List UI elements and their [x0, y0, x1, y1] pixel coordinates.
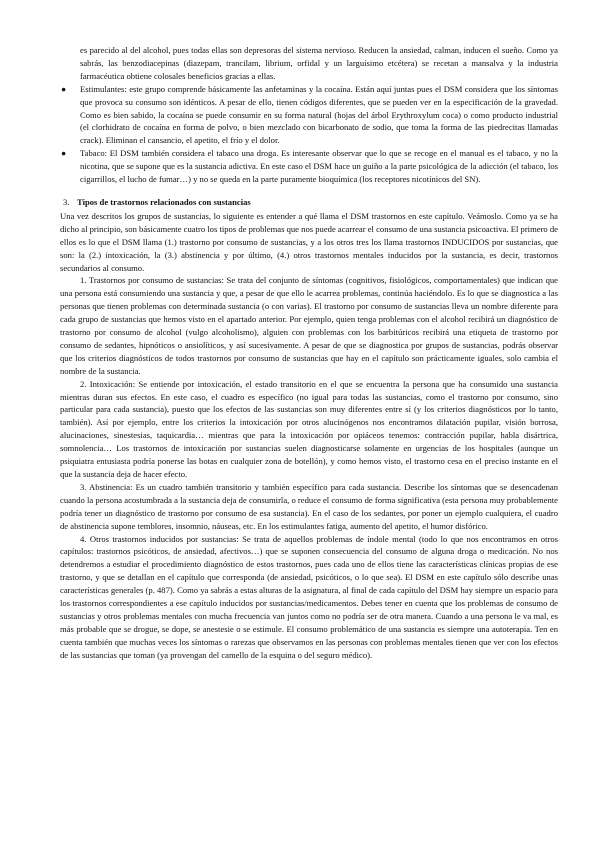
- list-item-stimulants: [60, 83, 558, 148]
- bullet-icon: ●: [61, 83, 67, 94]
- substance-group-list: [60, 83, 558, 186]
- item-withdrawal: 3. Abstinencia: Es un cuadro también transitorio y también específico para cada sustancia. Describe los síntomas que se desencadenan cuando la persona acostumbrada a la sustancia deja de consumirla, o reduce el consumo de forma significativa (esta persona muy probablemente podría tener un diagnóstico de trastorno por consumo de esa sustancia). En el caso de los sedantes, por poner un ejemplo cualquiera, el cuadro de abstinencia supone temblores, insomnio, náuseas, etc. En los estimulantes fatiga, aumento del apetito, el humor disfórico.: [60, 481, 558, 531]
- sedatives-continuation: [60, 44, 558, 83]
- item-intoxication: 2. Intoxicación: Se entiende por intoxicación, el estado transitorio en el que se encuentra la persona que ha consumido una sustancia mientras duran sus efectos. En este caso, el cuadro es específico (no igual para todas las sustancias, como el trastorno por consumo, sino particular para cada sustancia), puesto que los efectos de las sustancias son muy diferentes entre sí (y los criterios diagnósticos por lo tanto, también). Así por ejemplo, entre los criterios la intoxicación por otros alucinógenos nos encontramos dilatación pupilar, visión borrosa, alucinaciones, sinestesias, taquicardia… mientras que para la intoxicación por opiáceos tenemos: contracción pupilar, habla disártrica, somnolencia… Los trastornos de intoxicación por sustancias suelen diagnosticarse solamente en urgencias de los hospitales (aunque un psiquiatra entusiasta podría ponerse las botas en cualquier zona de botellón), y como hemos visto, el trastorno cesa en el preciso instante en el que la sustancia deja de hacer efecto.: [60, 378, 558, 479]
- sedatives-text: es parecido al del alcohol, pues todas ellas son depresoras del sistema nervioso. Reducen la ansiedad, calman, inducen el sueño. Como ya sabrás, las benzodiacepinas (diazepam, trancilam, librium, orfidal y un larguísimo etcétera) se recetan a mansalva y la industria farmacéutica obtiene colosales beneficios gracias a ellas.: [80, 45, 558, 81]
- stimulants-text: Estimulantes: este grupo comprende básicamente las anfetaminas y la cocaína. Están aquí juntas pues el DSM considera que los síntomas que provoca su consumo son idénticos. A pesar de ello, tienen códigos diferentes, que se pueden ver en la especificación de la gravedad. Como es bien sabido, la cocaína se puede consumir en su forma natural (hojas del árbol Erythroxylum coca) o como producto industrial (el clorhidrato de cocaína en forma de polvo, o bien mezclado con bicarbonato de sodio, que toma la forma de las piedrecitas llamadas crack). Eliminan el cansancio, el apetito, el frío y el dolor.: [80, 83, 558, 146]
- item-substance-use-disorder: 1. Trastornos por consumo de sustancias: Se trata del conjunto de síntomas (cognitivos, fisiológicos, comportamentales) que indican que una persona está consumiendo una sustancia y que, a pesar de que ello le acarrea problemas, continúa haciéndolo. Es lo que se diagnostica a las personas que tienen problemas con determinada sustancia (o con varias). El trastorno por consumo de sustancias lleva un nombre diferente para cada grupo de sustancias que hemos visto en el apartado anterior. Por ejemplo, quien tenga problemas con el alcohol recibirá un diagnóstico de trastorno por consumo de alcohol (vulgo alcoholismo), alguien con problemas con los barbitúricos recibirá una etiqueta de trastorno por consumo de sedantes, hipnóticos o ansiolíticos, y así sucesivamente. A pesar de que se diagnostica por grupos de sustancias, podrás observar que los criterios diagnósticos de todos trastornos por consumo de sustancias que hay en el capítulo son prácticamente iguales, solo cambia el nombre de la sustancia.: [60, 275, 558, 376]
- section-intro: Una vez descritos los grupos de sustancias, lo siguiente es entender a qué llama el DSM trastornos en este capítulo. Veámoslo. Como ya se ha dicho al principio, son básicamente cuatro los tipos de problemas que nos puede acarrear el consumo de una sustancia psicoactiva. El primero de ellos es lo que el DSM llama (1.) trastorno por consumo de sustancias, y a los otros tres los llama trastornos INDUCIDOS por sustancias, que son: la (2.) intoxicación, la (3.) abstinencia y por último, (4.) otros trastornos mentales inducidos por la sustancia, es decir, trastornos secundarios al consumo.: [60, 210, 558, 273]
- bullet-icon: ●: [61, 148, 67, 159]
- section-number: 3.: [63, 196, 70, 207]
- section-title: Tipos de trastornos relacionados con sustancias: [77, 196, 251, 207]
- section-heading: [60, 196, 558, 209]
- item-other-induced-disorders: 4. Otros trastornos inducidos por sustancias: Se trata de aquellos problemas de índole mental (todo lo que nos encontramos en otros capítulos: trastornos psicóticos, de ansiedad, afectivos…) que se suponen consecuencia del consumo de alguna droga o medicación. No nos detendremos a estudiar el procedimiento diagnóstico de estos trastornos, pues cada uno de ellos tiene las características clínicas propias de ese trastorno, y que se detallan en el capítulo que corresponda (de ansiedad, psicóticos, o lo que sea). El DSM en este capítulo sólo describe unas características generales (p. 487). Como ya sabrás a estas alturas de la asignatura, al final de cada capítulo del DSM hay siempre un espacio para los trastornos correspondientes a ese capítulo inducidos por sustancias/medicamentos. Debes tener en cuenta que los problemas de consumo de sustancias y otros problemas mentales con mucha frecuencia van juntos como no podría ser de otra manera. Cuando a una persona le va mal, es más probable que se drogue, se dope, se anestesie o se estimule. El consumo problemático de una sustancia es siempre una autoterapia. Ten en cuenta también que muchas veces los síntomas o rarezas que observamos en las personas con problemas mentales tienen que ver con los efectos de las sustancias que toman (ya provengan del camello de la esquina o del seguro médico).: [60, 533, 558, 660]
- tobacco-text: Tabaco: El DSM también considera el tabaco una droga. Es interesante observar que lo que se recoge en el manual es el tabaco, y no la nicotina, que se supone que es la sustancia adictiva. En este caso el DSM hace un guiño a la parte psicológica de la adicción (el tabaco, los cigarrillos, el lucho de fumar…) y no se queda en la parte puramente bioquímica (los receptores nicotínicos del SN).: [80, 148, 558, 185]
- document-page: [60, 44, 558, 662]
- list-item-tobacco: [60, 147, 558, 186]
